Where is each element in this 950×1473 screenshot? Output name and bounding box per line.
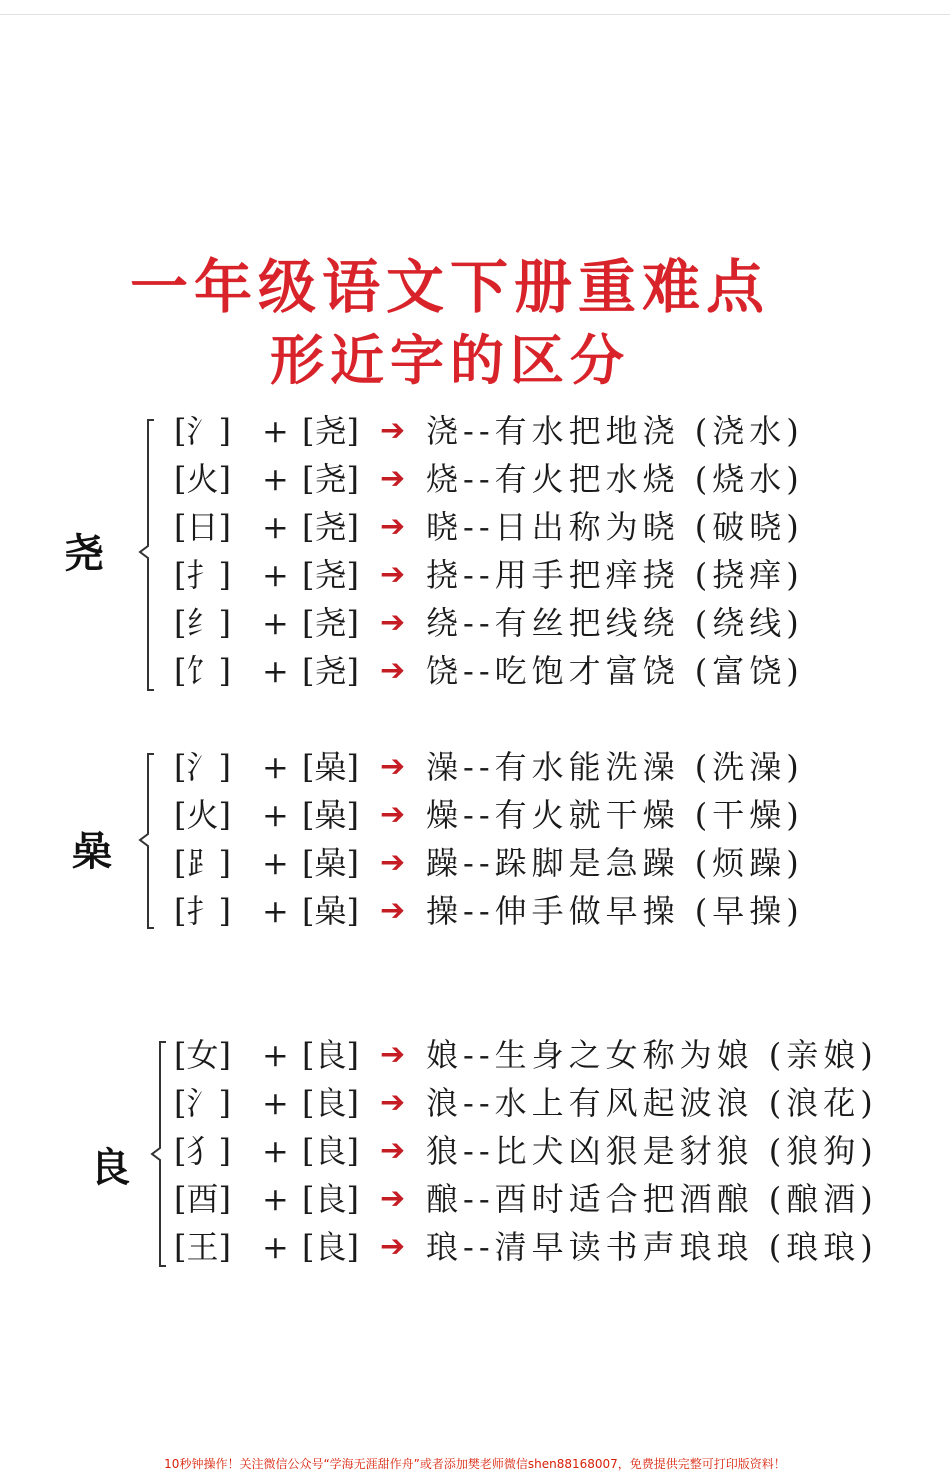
example-text: 浇--有水把地浇 (浇水) <box>426 412 804 450</box>
radical: [火] <box>174 796 231 834</box>
radical: [⻊] <box>174 844 231 882</box>
base-char: [尧] <box>302 556 359 594</box>
plus-sign: + <box>262 508 289 546</box>
arrow-icon: ➔ <box>380 653 406 688</box>
radical: [王] <box>174 1228 231 1266</box>
radical: [酉] <box>174 1180 231 1218</box>
arrow-icon: ➔ <box>380 1037 406 1072</box>
radical: [氵] <box>174 412 231 450</box>
arrow-icon: ➔ <box>380 413 406 448</box>
top-divider <box>0 14 950 15</box>
example-text: 狼--比犬凶狠是豺狼 (狼狗) <box>426 1132 878 1170</box>
radical: [氵] <box>174 748 231 786</box>
base-char: [良] <box>302 1036 359 1074</box>
page-title: 一年级语文下册重难点 <box>129 253 770 321</box>
base-char: [尧] <box>302 412 359 450</box>
plus-sign: + <box>262 460 289 498</box>
arrow-icon: ➔ <box>380 845 406 880</box>
base-char: [尧] <box>302 508 359 546</box>
radical: [扌] <box>174 892 231 930</box>
radical: [饣] <box>174 652 231 690</box>
arrow-icon: ➔ <box>380 1181 406 1216</box>
base-char: [喿] <box>302 844 359 882</box>
group-brace <box>136 1040 176 1270</box>
base-char: [良] <box>302 1180 359 1218</box>
plus-sign: + <box>262 1180 289 1218</box>
example-text: 娘--生身之女称为娘 (亲娘) <box>426 1036 878 1074</box>
example-text: 操--伸手做早操 (早操) <box>426 892 804 930</box>
arrow-icon: ➔ <box>380 557 406 592</box>
plus-sign: + <box>262 748 289 786</box>
plus-sign: + <box>262 796 289 834</box>
base-char: [良] <box>302 1132 359 1170</box>
example-text: 烧--有火把水烧 (烧水) <box>426 460 804 498</box>
arrow-icon: ➔ <box>380 893 406 928</box>
group-brace <box>118 752 158 932</box>
group-brace <box>118 418 158 694</box>
example-text: 挠--用手把痒挠 (挠痒) <box>426 556 804 594</box>
radical: [犭] <box>174 1132 231 1170</box>
base-char: [良] <box>302 1228 359 1266</box>
example-text: 浪--水上有风起波浪 (浪花) <box>426 1084 878 1122</box>
example-text: 饶--吃饱才富饶 (富饶) <box>426 652 804 690</box>
base-char: [喿] <box>302 892 359 930</box>
plus-sign: + <box>262 412 289 450</box>
page-subtitle: 形近字的区分 <box>270 329 630 392</box>
base-char: [尧] <box>302 652 359 690</box>
plus-sign: + <box>262 1084 289 1122</box>
arrow-icon: ➔ <box>380 797 406 832</box>
base-char: [喿] <box>302 796 359 834</box>
arrow-icon: ➔ <box>380 749 406 784</box>
example-text: 琅--清早读书声琅琅 (琅琅) <box>426 1228 878 1266</box>
base-char: [良] <box>302 1084 359 1122</box>
plus-sign: + <box>262 844 289 882</box>
radical: [氵] <box>174 1084 231 1122</box>
base-char: [喿] <box>302 748 359 786</box>
plus-sign: + <box>262 652 289 690</box>
example-text: 晓--日出称为晓 (破晓) <box>426 508 804 546</box>
example-text: 酿--酉时适合把酒酿 (酿酒) <box>426 1180 878 1218</box>
base-char: [尧] <box>302 460 359 498</box>
plus-sign: + <box>262 892 289 930</box>
plus-sign: + <box>262 604 289 642</box>
radical: [日] <box>174 508 231 546</box>
plus-sign: + <box>262 1132 289 1170</box>
arrow-icon: ➔ <box>380 1085 406 1120</box>
arrow-icon: ➔ <box>380 509 406 544</box>
example-text: 澡--有水能洗澡 (洗澡) <box>426 748 804 786</box>
plus-sign: + <box>262 1228 289 1266</box>
plus-sign: + <box>262 1036 289 1074</box>
example-text: 绕--有丝把线绕 (绕线) <box>426 604 804 642</box>
arrow-icon: ➔ <box>380 461 406 496</box>
group-key: 喿 <box>72 829 112 875</box>
group-key: 尧 <box>64 531 104 577</box>
example-text: 躁--跺脚是急躁 (烦躁) <box>426 844 804 882</box>
group-key: 良 <box>90 1145 130 1191</box>
arrow-icon: ➔ <box>380 605 406 640</box>
arrow-icon: ➔ <box>380 1133 406 1168</box>
radical: [女] <box>174 1036 231 1074</box>
footer-note: 10秒钟操作！关注微信公众号“学海无涯甜作舟”或者添加樊老师微信shen88168007，免费提供完整可打印版资料！ <box>164 1457 786 1471</box>
radical: [扌] <box>174 556 231 594</box>
radical: [纟] <box>174 604 231 642</box>
example-text: 燥--有火就干燥 (干燥) <box>426 796 804 834</box>
base-char: [尧] <box>302 604 359 642</box>
arrow-icon: ➔ <box>380 1229 406 1264</box>
radical: [火] <box>174 460 231 498</box>
plus-sign: + <box>262 556 289 594</box>
